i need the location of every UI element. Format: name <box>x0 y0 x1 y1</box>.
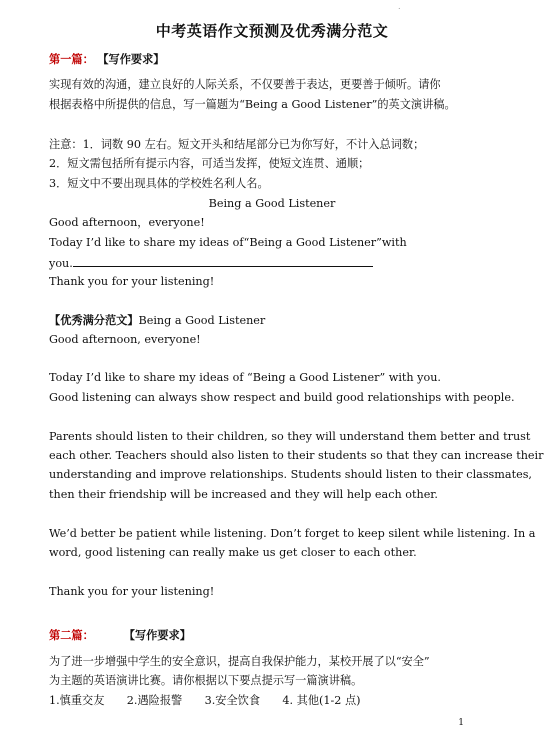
part2-heading-label: 第二篇： <box>49 628 94 642</box>
part2-intro-2: 为主题的英语演讲比赛。请你根据以下要点提示写一篇演讲稿。 <box>49 674 363 687</box>
model-p1-2: Good listening can always show respect and build good relationships with people. <box>49 391 515 404</box>
document-title: 中考英语作文预测及优秀满分范文 <box>155 22 389 40</box>
part2-heading-req: 【写作要求】 <box>123 628 191 642</box>
model-title: Being a Good Listener <box>138 314 266 327</box>
part1-essay-title: Being a Good Listener <box>208 197 336 210</box>
page-number: 1 <box>458 718 464 728</box>
part1-heading-req: 【写作要求】 <box>97 52 165 66</box>
model-p2-4: then their friendship will be increased and they will help each other. <box>49 488 438 501</box>
part1-heading <box>49 52 164 67</box>
part1-note-1: 注意：1．词数 90 左右。短文开头和结尾部分已为你写好，不计入总词数； <box>49 138 425 151</box>
model-p2-3: understanding and improve relationships. Students should listen to their classmates, <box>49 468 532 481</box>
model-p3-1: We’d better be patient while listening. Don’t forget to keep silent while listening. In a <box>49 527 536 540</box>
part1-note-3: 3．短文中不要出现具体的学校姓名利人名。 <box>49 177 269 190</box>
part1-note-2: 2．短文需包括所有提示内容，可适当发挥，使短文连贯、通顺； <box>49 157 370 170</box>
model-greeting: Good afternoon, everyone! <box>49 333 201 346</box>
model-p2-2: each other. Teachers should also listen to their students so that they can increase their <box>49 449 544 462</box>
part2-heading <box>49 628 191 643</box>
model-p3-2: word, good listening can really make us get closer to each other. <box>49 546 417 559</box>
model-label: 【优秀满分范文】 <box>49 313 139 327</box>
part2-points: 1.慎重交友 2.遇险报警 3.安全饮食 4. 其他(1-2 点) <box>49 694 361 707</box>
answer-blank-line <box>73 255 373 267</box>
part1-greeting: Good afternoon，everyone! <box>49 216 205 229</box>
part1-thanks: Thank you for your listening! <box>49 275 215 288</box>
part1-you: you. <box>49 257 73 270</box>
model-p2-1: Parents should listen to their children, so they will understand them better and trust <box>49 430 531 443</box>
top-mark: . <box>398 2 401 11</box>
model-thanks: Thank you for your listening! <box>49 585 215 598</box>
model-p1-1: Today I’d like to share my ideas of “Being a Good Listener” with you. <box>49 371 441 384</box>
part1-intro-1: 实现有效的沟通，建立良好的人际关系，不仅要善于表达，更要善于倾听。请你 <box>49 78 441 91</box>
part2-intro-1: 为了进一步增强中学生的安全意识，提高自我保护能力，某校开展了以“安全” <box>49 655 430 668</box>
part1-heading-label: 第一篇： <box>49 52 94 66</box>
part1-you-line <box>49 255 373 271</box>
part1-intro-2: 根据表格中所提供的信息，写一篇题为“Being a Good Listener”的英文演讲稿。 <box>49 98 456 111</box>
part1-share: Today I’d like to share my ideas of“Being a Good Listener”with <box>49 236 407 249</box>
model-heading <box>49 313 265 328</box>
